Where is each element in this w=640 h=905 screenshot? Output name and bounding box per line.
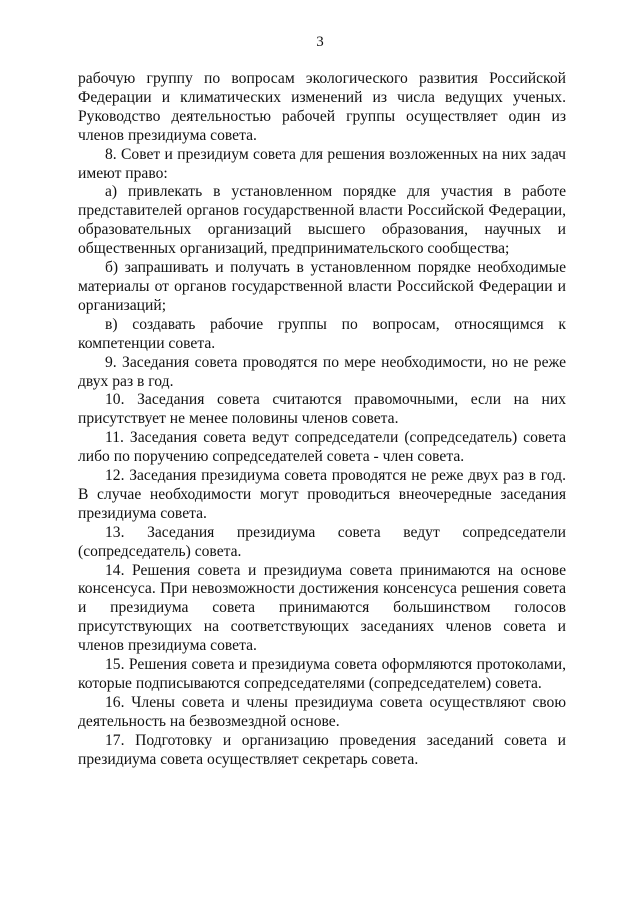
paragraph-item-12: 12. Заседания президиума совета проводятся не реже двух раз в год. В случае необходимости могут проводиться внеочередные заседания президиума совета. bbox=[78, 467, 566, 522]
paragraph-item-14: 14. Решения совета и президиума совета принимаются на основе консенсуса. При невозможности достижения консенсуса решения совета и президиума совета принимаются большинством голосов присутствующих на соответствующих заседаниях членов совета и членов президиума совета. bbox=[78, 561, 566, 655]
paragraph-item-10: 10. Заседания совета считаются правомочными, если на них присутствует не менее половины членов совета. bbox=[78, 391, 566, 428]
paragraph-item-9: 9. Заседания совета проводятся по мере необходимости, но не реже двух раз в год. bbox=[78, 353, 566, 390]
page-number: 3 bbox=[316, 34, 324, 50]
paragraph-item-16: 16. Члены совета и члены президиума совета осуществляют свою деятельность на безвозмездной основе. bbox=[78, 693, 566, 730]
paragraph-subitem-b: б) запрашивать и получать в установленном порядке необходимые материалы от органов государственной власти Российской Федерации и организаций; bbox=[78, 259, 566, 314]
paragraph-subitem-v: в) создавать рабочие группы по вопросам, относящимся к компетенции совета. bbox=[78, 315, 566, 352]
paragraph-subitem-a: а) привлекать в установленном порядке для участия в работе представителей органов государственной власти Российской Федерации, образовательных организаций высшего образования, научных и общественных организаций, предпринимательского сообщества; bbox=[78, 183, 566, 258]
paragraph-item-11: 11. Заседания совета ведут сопредседатели (сопредседатель) совета либо по поручению сопредседателей совета - член совета. bbox=[78, 429, 566, 466]
paragraph-item-8: 8. Совет и президиум совета для решения возложенных на них задач имеют право: bbox=[78, 145, 566, 182]
paragraph-item-13: 13. Заседания президиума совета ведут сопредседатели (сопредседатель) совета. bbox=[78, 523, 566, 560]
paragraph-item-17: 17. Подготовку и организацию проведения заседаний совета и президиума совета осуществляет секретарь совета. bbox=[78, 731, 566, 768]
paragraph-item-15: 15. Решения совета и президиума совета оформляются протоколами, которые подписываются сопредседателями (сопредседателем) совета. bbox=[78, 656, 566, 692]
document-body bbox=[78, 70, 566, 770]
paragraph-continuation: рабочую группу по вопросам экологического развития Российской Федерации и климатических изменений из числа ведущих ученых. Руководство деятельностью рабочей группы осуществляет один из членов президиума совета. bbox=[78, 70, 566, 144]
